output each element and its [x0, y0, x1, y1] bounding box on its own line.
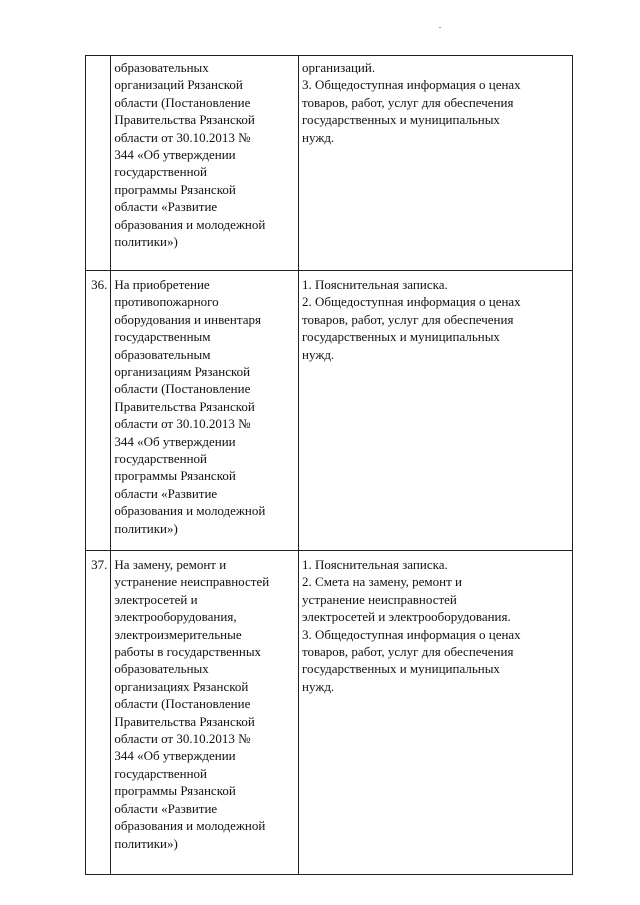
documents-table	[85, 55, 573, 875]
description-line: политики»)	[114, 234, 178, 250]
description-line: образования и молодежной	[114, 503, 266, 519]
description-line: области (Постановление	[114, 94, 251, 110]
description-line: образования и молодежной	[114, 818, 266, 834]
documents-line: 3. Общедоступная информация о ценах	[302, 626, 521, 642]
documents-line: государственных и муниципальных	[302, 329, 500, 345]
description-line: образования и молодежной	[114, 216, 266, 232]
description-line: области (Постановление	[114, 381, 251, 397]
row-number-cell	[86, 56, 111, 271]
description-line: Правительства Рязанской	[114, 713, 255, 729]
description-line: области «Развитие	[114, 485, 218, 501]
description-line: области от 30.10.2013 №	[114, 129, 251, 145]
documents-line: 1. Пояснительная записка.	[302, 277, 448, 292]
description-line: области «Развитие	[114, 800, 218, 816]
description-line: электроизмерительные	[114, 626, 242, 642]
documents-line: нужд.	[302, 346, 335, 362]
row-number-cell	[86, 551, 111, 875]
description-line: программы Рязанской	[114, 783, 236, 799]
row-number: 36.	[91, 277, 108, 292]
documents-line: электросетей и электрооборудования.	[302, 609, 511, 625]
description-line: 344 «Об утверждении	[114, 433, 236, 449]
row-number: 37.	[91, 557, 108, 572]
description-line: противопожарного	[114, 294, 219, 310]
documents-line: 3. Общедоступная информация о ценах	[302, 77, 521, 93]
description-line: организациях Рязанской	[114, 678, 249, 694]
description-line: государственным	[114, 329, 211, 345]
description-line: политики»)	[114, 520, 178, 536]
table-row	[86, 271, 573, 551]
description-line: политики»)	[114, 835, 178, 851]
documents-line: 2. Смета на замену, ремонт и	[302, 574, 462, 590]
documents-line: 1. Пояснительная записка.	[302, 557, 448, 572]
description-line: программы Рязанской	[114, 181, 236, 197]
scan-dot	[439, 27, 441, 28]
description-line: На приобретение	[114, 277, 210, 292]
description-line: Правительства Рязанской	[114, 112, 255, 128]
description-line: образовательных	[114, 661, 209, 677]
description-line: образовательных	[114, 60, 209, 75]
description-line: Правительства Рязанской	[114, 398, 255, 414]
documents-cell	[299, 551, 573, 875]
description-line: области от 30.10.2013 №	[114, 731, 251, 747]
documents-cell	[299, 271, 573, 551]
documents-cell	[299, 56, 573, 271]
row-number-cell	[86, 271, 111, 551]
description-line: электрооборудования,	[114, 609, 237, 625]
description-line: программы Рязанской	[114, 468, 236, 484]
description-line: государственной	[114, 765, 208, 781]
description-line: устранение неисправностей	[114, 574, 270, 590]
table-row	[86, 551, 573, 875]
description-line: области (Постановление	[114, 696, 251, 712]
documents-line: товаров, работ, услуг для обеспечения	[302, 94, 514, 110]
table-row	[86, 56, 573, 271]
documents-line: устранение неисправностей	[302, 591, 457, 607]
description-line: организациям Рязанской	[114, 364, 251, 380]
description-line: государственной	[114, 164, 208, 180]
description-line: электросетей и	[114, 591, 198, 607]
description-line: организаций Рязанской	[114, 77, 243, 93]
documents-line: 2. Общедоступная информация о ценах	[302, 294, 521, 310]
documents-line: товаров, работ, услуг для обеспечения	[302, 644, 514, 660]
documents-line: государственных и муниципальных	[302, 112, 500, 128]
documents-line: нужд.	[302, 678, 335, 694]
description-line: работы в государственных	[114, 644, 262, 660]
description-line: области от 30.10.2013 №	[114, 416, 251, 432]
description-line: государственной	[114, 451, 208, 467]
documents-line: товаров, работ, услуг для обеспечения	[302, 311, 514, 327]
documents-line: организаций.	[302, 60, 376, 75]
description-line: области «Развитие	[114, 199, 218, 215]
description-cell	[111, 271, 299, 551]
description-cell	[111, 551, 299, 875]
description-line: 344 «Об утверждении	[114, 748, 236, 764]
description-cell	[111, 56, 299, 271]
description-line: На замену, ремонт и	[114, 557, 227, 572]
description-line: оборудования и инвентаря	[114, 311, 261, 327]
description-line: образовательным	[114, 346, 211, 362]
description-line: 344 «Об утверждении	[114, 147, 236, 163]
documents-line: нужд.	[302, 129, 335, 145]
documents-line: государственных и муниципальных	[302, 661, 500, 677]
